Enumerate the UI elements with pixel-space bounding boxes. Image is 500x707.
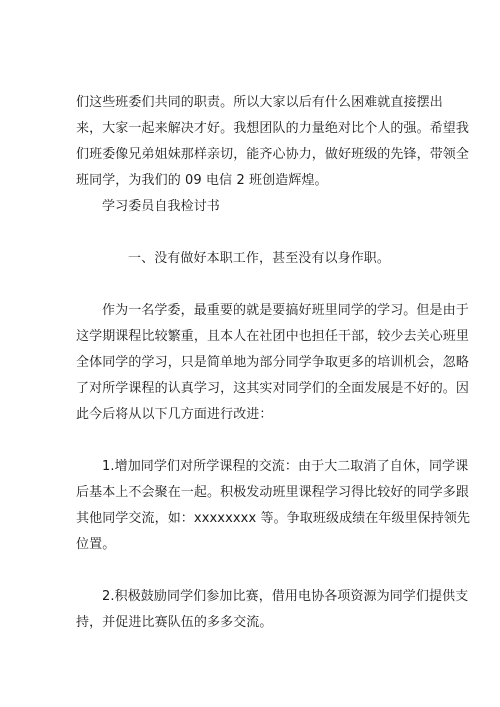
- paragraph-line: 位置。: [76, 537, 116, 552]
- improvement-item-2: [76, 584, 469, 636]
- paragraph-line: 此今后将从以下几方面进行改进：: [76, 407, 273, 422]
- paragraph-intro: [76, 90, 470, 194]
- section-title-text: 学习委员自我检讨书: [102, 199, 220, 214]
- paragraph-line: 1.增加同学们对所学课程的交流：由于大二取消了自休，同学课: [102, 459, 469, 474]
- paragraph-line: 其他同学交流，如：xxxxxxxx 等。争取班级成绩在年级里保持领先: [76, 511, 471, 526]
- paragraph-line: 了对所学课程的认真学习，这其实对同学们的全面发展是不好的。因: [76, 381, 470, 396]
- heading-one-text: 一、没有做好本职工作，甚至没有以身作职。: [128, 251, 391, 266]
- paragraph-line: 全体同学的学习，只是简单地为部分同学争取更多的培训机会，忽略: [76, 355, 470, 370]
- paragraph-line: 持，并促进比赛队伍的多多交流。: [76, 615, 273, 630]
- paragraph-line: 2.积极鼓励同学们参加比赛，借用电协各项资源为同学们提供支: [102, 589, 469, 604]
- paragraph-line: 班同学，为我们的 09 电信 2 班创造辉煌。: [76, 173, 328, 188]
- paragraph-line: 们班委像兄弟姐妹那样亲切，能齐心协力，做好班级的先锋，带领全: [76, 147, 470, 162]
- paragraph-line: 来，大家一起来解决才好。我想团队的力量绝对比个人的强。希望我: [76, 121, 470, 136]
- improvement-item-1: [76, 454, 471, 558]
- heading-one: [76, 246, 432, 272]
- section-title: [76, 194, 432, 220]
- paragraph-study: [76, 298, 470, 428]
- paragraph-line: 这学期课程比较繁重，且本人在社团中也担任干部，较少去关心班里: [76, 329, 470, 344]
- paragraph-line: 后基本上不会聚在一起。积极发动班里课程学习得比较好的同学多跟: [76, 485, 470, 500]
- paragraph-line: 作为一名学委，最重要的就是要搞好班里同学的学习。但是由于: [102, 303, 469, 318]
- paragraph-line: 们这些班委们共同的职责。所以大家以后有什么困难就直接摆出: [76, 95, 443, 110]
